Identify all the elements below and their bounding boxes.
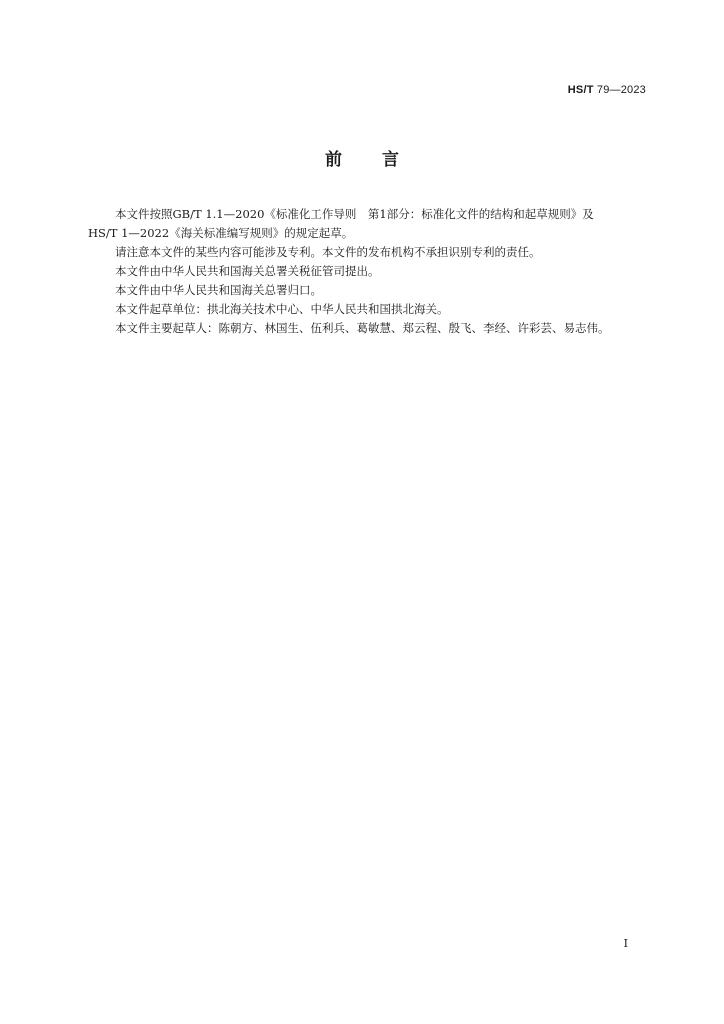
paragraph-drafting-units: 本文件起草单位：拱北海关技术中心、中华人民共和国拱北海关。 (115, 302, 449, 316)
page-number: I (623, 937, 628, 950)
standard-code (568, 84, 646, 96)
paragraph-drafting-basis: 本文件按照GB/T 1.1—2020《标准化工作导则 第1部分：标准化文件的结构和起草规则》及 (115, 207, 594, 221)
page-title: 前言 (325, 150, 439, 170)
paragraph-proposed-by: 本文件由中华人民共和国海关总署关税征管司提出。 (115, 264, 380, 278)
foreword-body (88, 205, 650, 338)
paragraph-drafting-basis-continued: HS/T 1—2022《海关标准编写规则》的规定起草。 (88, 226, 354, 240)
paragraph-drafters: 本文件主要起草人：陈朝方、林国生、伍利兵、葛敏慧、郑云程、殷飞、李经、许彩芸、易志伟。 (115, 321, 610, 335)
paragraph-centralized-by: 本文件由中华人民共和国海关总署归口。 (115, 283, 322, 297)
paragraph-patent-notice: 请注意本文件的某些内容可能涉及专利。本文件的发布机构不承担识别专利的责任。 (115, 245, 541, 259)
standard-code-prefix: HS/T (567, 84, 594, 96)
standard-code-number: 79—2023 (596, 84, 646, 96)
